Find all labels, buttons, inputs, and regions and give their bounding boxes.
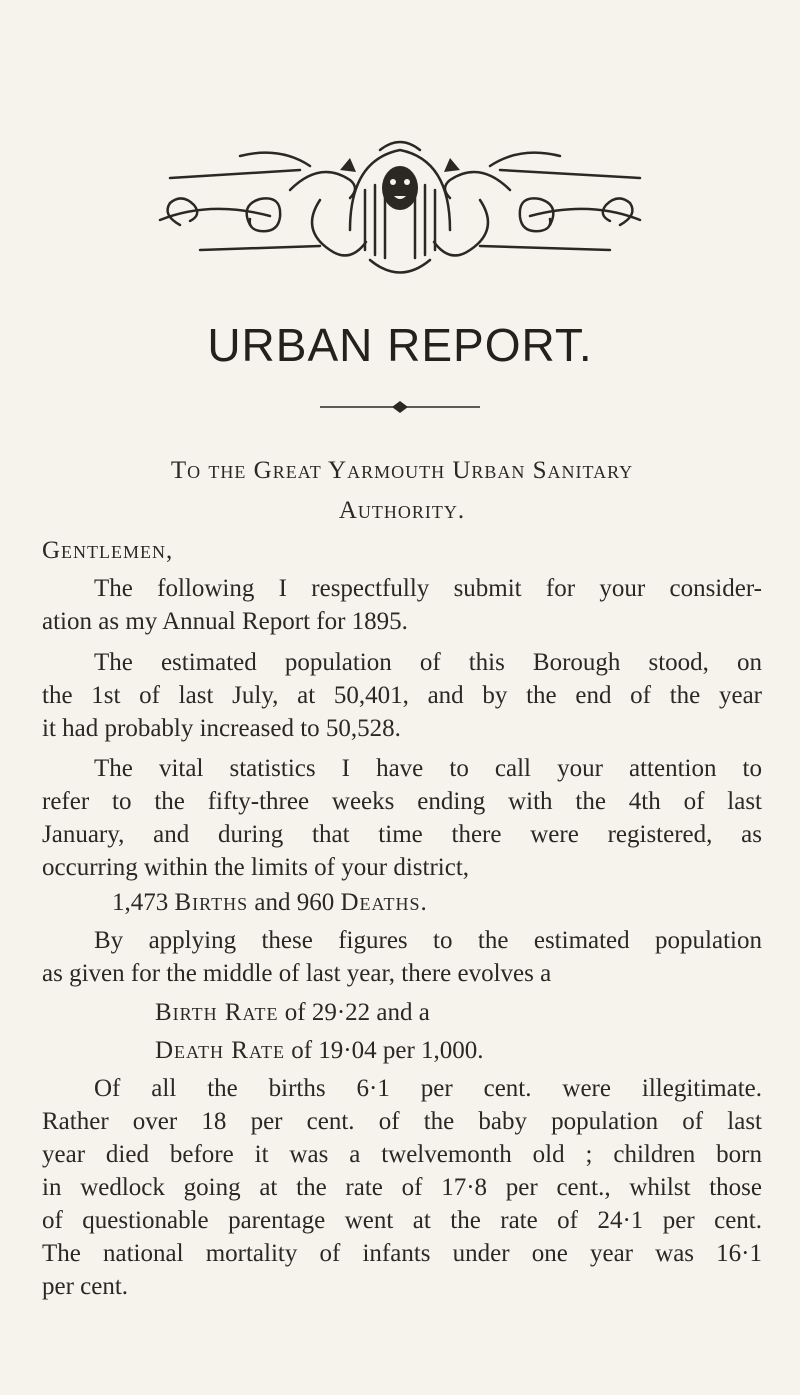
- birth-rate-label: Birth Rate: [155, 999, 279, 1026]
- paragraph-line: Rather over 18 per cent. of the baby population of last: [42, 1108, 762, 1135]
- paragraph-line: The national mortality of infants under one year was 16·1: [42, 1240, 762, 1267]
- paragraph-line: The following I respectfully submit for your consider-: [94, 575, 762, 602]
- paragraph-line: year died before it was a twelvemonth old ; children born: [42, 1141, 762, 1168]
- paragraph-line: refer to the fifty-three weeks ending with the 4th of last: [42, 788, 762, 815]
- deaths-count: 960: [296, 889, 335, 916]
- page-title: URBAN REPORT.: [207, 319, 593, 371]
- paragraph-line: of questionable parentage went at the rate of 24·1 per cent.: [42, 1207, 762, 1234]
- births-label: Births: [174, 889, 249, 916]
- paragraph-line: Of all the births 6·1 per cent. were illegitimate.: [94, 1075, 762, 1102]
- paragraph-line: January, and during that time there were registered, as: [42, 821, 762, 848]
- paragraph-4: [42, 924, 762, 990]
- diamond-divider-icon: [320, 400, 480, 414]
- paragraph-5: [42, 1072, 762, 1303]
- birth-rate-line: [155, 996, 755, 1029]
- deaths-label: Deaths.: [340, 889, 428, 916]
- paragraph-line: in wedlock going at the rate of 17·8 per cent., whilst those: [42, 1174, 762, 1201]
- paragraph-line: occurring within the limits of your district,: [42, 854, 470, 881]
- address-line-1: To the Great Yarmouth Urban Sanitary: [170, 457, 634, 484]
- and-text: and: [254, 889, 291, 916]
- rococo-scroll-ornament-icon: [140, 130, 660, 280]
- paragraph-line: The vital statistics I have to call your attention to: [94, 755, 762, 782]
- birth-rate-text: of 29·22 and a: [284, 999, 430, 1026]
- address-line-2: Authority.: [338, 497, 466, 524]
- paragraph-line: ation as my Annual Report for 1895.: [42, 608, 408, 635]
- paragraph-line: as given for the middle of last year, there evolves a: [42, 960, 552, 987]
- paragraph-3: [42, 752, 762, 884]
- paragraph-line: per cent.: [42, 1273, 129, 1300]
- paragraph-line: it had probably increased to 50,528.: [42, 715, 401, 742]
- paragraph-2: [42, 646, 762, 745]
- births-count: 1,473: [112, 889, 169, 916]
- death-rate-text: of 19·04 per 1,000.: [291, 1037, 484, 1064]
- paragraph-1: [42, 572, 762, 638]
- death-rate-line: [155, 1034, 755, 1067]
- births-deaths-line: [112, 886, 752, 919]
- paragraph-line: the 1st of last July, at 50,401, and by the end of the year: [42, 682, 762, 709]
- death-rate-label: Death Rate: [155, 1037, 285, 1064]
- salutation: Gentlemen,: [42, 537, 174, 564]
- paragraph-line: By applying these figures to the estimated population: [94, 927, 762, 954]
- paragraph-line: The estimated population of this Borough stood, on: [94, 649, 762, 676]
